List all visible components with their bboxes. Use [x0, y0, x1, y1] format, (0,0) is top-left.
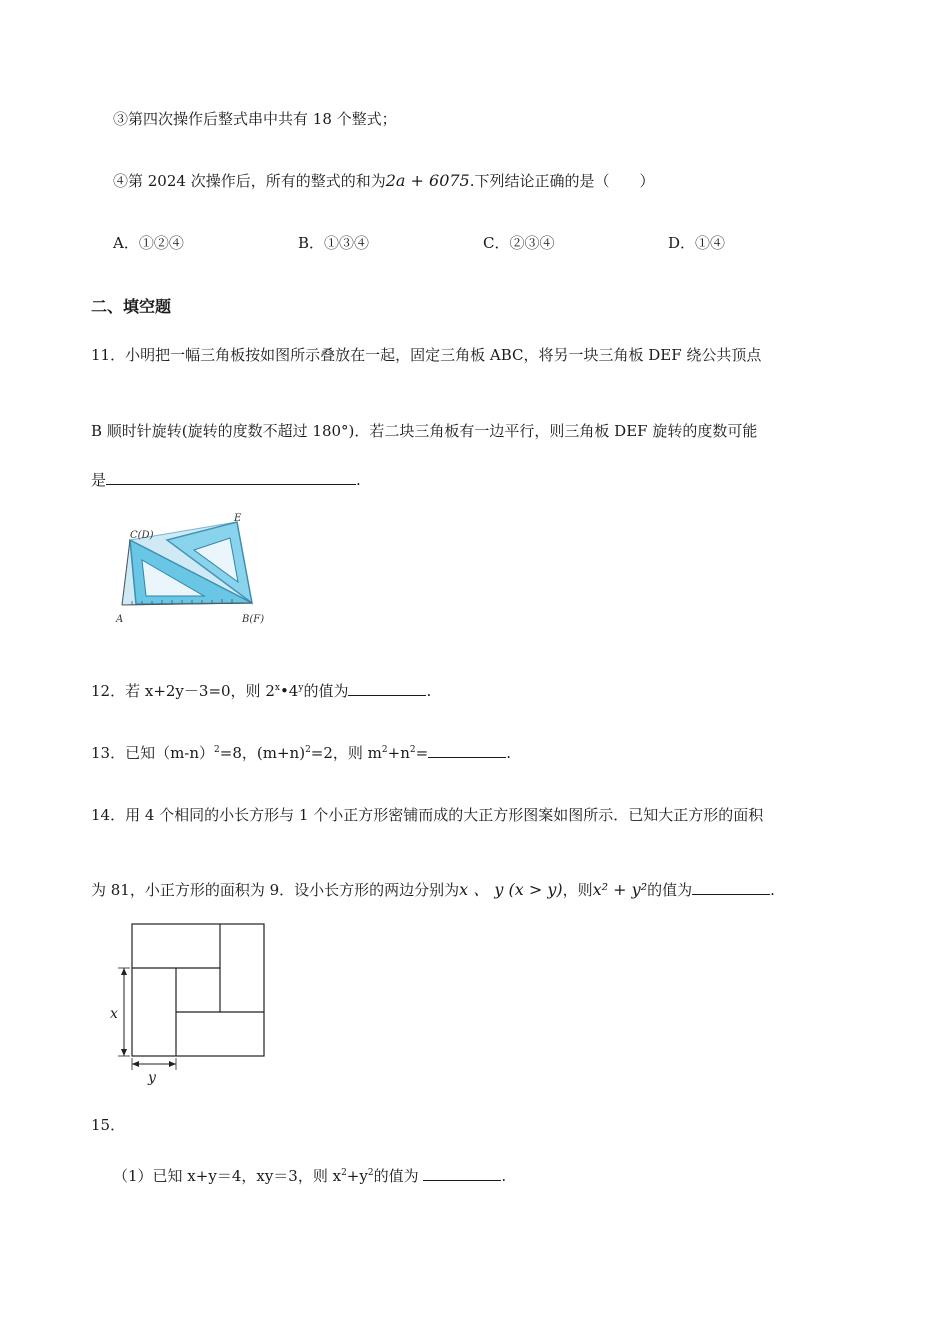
q15-post: 的值为	[373, 1167, 419, 1185]
label-cd: C(D)	[130, 530, 154, 541]
q13	[91, 741, 511, 764]
q13-period: .	[506, 744, 511, 762]
q11-line3	[91, 468, 361, 491]
q14-period: .	[770, 881, 775, 899]
q11-prefix: 是	[91, 471, 107, 489]
option-d[interactable]: D．①④	[668, 234, 726, 252]
q11-line1: 11．小明把一幅三角板按如图所示叠放在一起，固定三角板 ABC，将另一块三角板 DEF 绕公共顶点	[91, 346, 762, 364]
q12-period: .	[426, 682, 432, 700]
q11-period: .	[356, 471, 361, 489]
label-x: x	[110, 1006, 118, 1022]
q14-answer-blank[interactable]	[692, 878, 770, 895]
q15-answer-blank[interactable]	[423, 1164, 501, 1181]
q14-line2	[91, 878, 775, 901]
q12-answer-blank[interactable]	[348, 679, 426, 696]
q13-text: 13．已知（m-n）	[91, 744, 215, 762]
q12-exp-x: x	[274, 683, 280, 693]
q13-mid2: =2，则 m	[310, 744, 382, 762]
q13-exp4: 2	[409, 745, 416, 755]
q12-mid: •4	[279, 682, 299, 700]
label-y: y	[148, 1070, 156, 1086]
statement-4	[113, 170, 655, 192]
q11-line2: B 顺时针旋转(旋转的度数不超过 180°)．若二块三角板有一边平行，则三角板 DEF 旋转的度数可能	[91, 422, 758, 440]
q14-line1: 14．用 4 个相同的小长方形与 1 个小正方形密铺而成的大正方形图案如图所示．已知大正方形的面积	[91, 806, 764, 824]
q15-exp2: 2	[367, 1168, 374, 1178]
q14-post: 的值为	[647, 881, 693, 899]
statement-4-math: 2a + 6075	[385, 171, 470, 190]
q14-mid: ，则	[562, 881, 593, 899]
option-b[interactable]: B．①③④	[298, 234, 370, 252]
q13-answer-blank[interactable]	[428, 741, 506, 758]
q15-period: .	[501, 1167, 507, 1185]
q15-number: 15．	[91, 1116, 126, 1134]
q13-exp3: 2	[381, 745, 388, 755]
square-tiling-figure	[104, 920, 274, 1088]
section-title: 二、填空题	[91, 297, 172, 316]
q13-exp1: 2	[214, 745, 220, 755]
q15-part1	[113, 1164, 506, 1187]
q15-mid: +y	[346, 1167, 368, 1185]
option-a[interactable]: A．①②④	[113, 234, 184, 252]
label-a: A	[116, 614, 124, 625]
statement-3: ③第四次操作后整式串中共有 18 个整式；	[113, 110, 397, 128]
q12-exp-y: y	[298, 683, 304, 693]
statement-4-text: ④第 2024 次操作后，所有的整式的和为	[113, 172, 386, 190]
q14-expression: x² + y²	[592, 880, 648, 899]
q13-mid1: =8，(m+n)	[219, 744, 306, 762]
q12-text: 12．若 x+2y－3=0，则 2	[91, 682, 275, 700]
q13-exp2: 2	[305, 745, 311, 755]
q11-answer-blank[interactable]	[106, 468, 356, 485]
label-bf: B(F)	[242, 614, 265, 625]
q13-mid4: =	[415, 744, 429, 762]
statement-4-question: .下列结论正确的是（ ）	[469, 172, 655, 190]
q15-exp1: 2	[341, 1168, 347, 1178]
triangle-ruler-figure	[112, 510, 282, 628]
q13-mid3: +n	[387, 744, 410, 762]
q12	[91, 679, 431, 702]
option-c[interactable]: C．②③④	[483, 234, 555, 252]
q12-post: 的值为	[303, 682, 349, 700]
q14-variables: x 、 y (x > y)	[459, 880, 563, 899]
q15-text: （1）已知 x+y＝4，xy＝3，则 x	[113, 1167, 342, 1185]
label-e: E	[234, 513, 242, 524]
q14-text: 为 81，小正方形的面积为 9．设小长方形的两边分别为	[91, 881, 460, 899]
